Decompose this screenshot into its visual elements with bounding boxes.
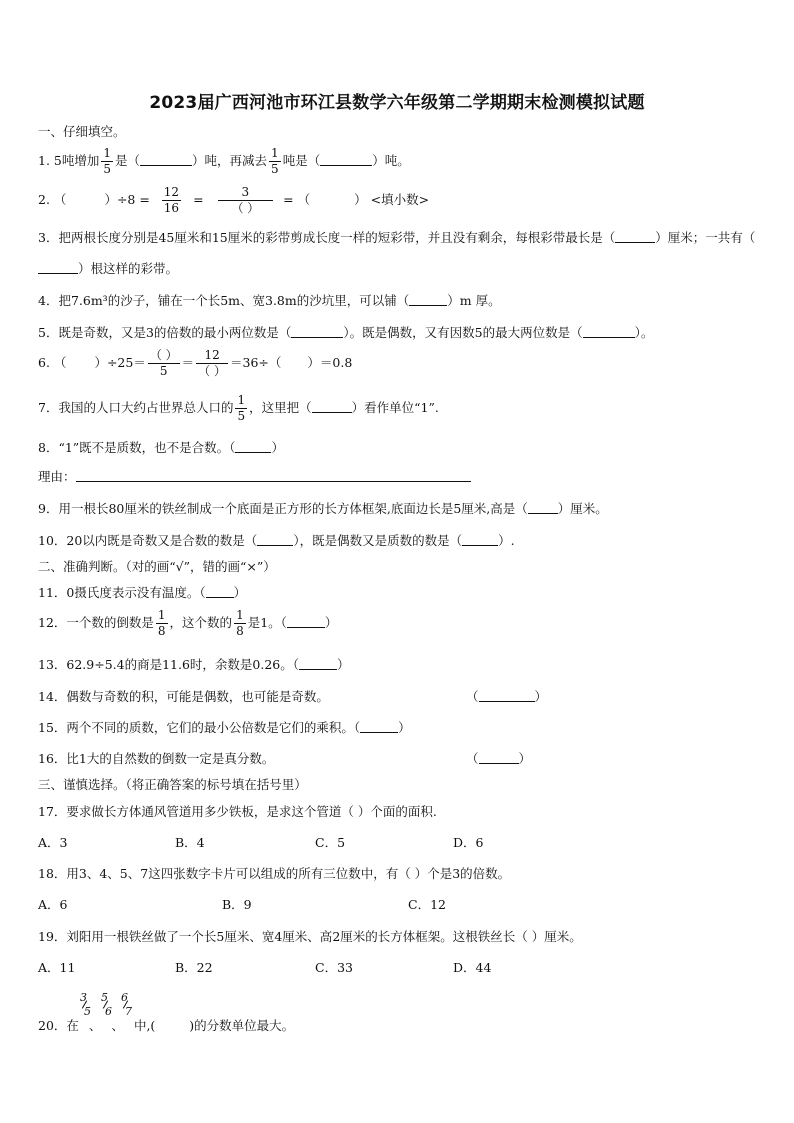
answer-blank[interactable] bbox=[312, 400, 352, 413]
question-19: 19．刘阳用一根铁丝做了一个长5厘米、宽4厘米、高2厘米的长方体框架。这根铁丝长（ ）厘米。 bbox=[38, 929, 582, 944]
answer-blank[interactable] bbox=[38, 261, 78, 274]
question-2: 2. （ ）÷8 = $\frac{12}{16}$ = $\frac{3}{( )}$ = （ ） <填小数> bbox=[38, 185, 430, 215]
option-a[interactable]: A．6 bbox=[38, 897, 68, 912]
question-14: 14．偶数与奇数的积，可能是偶数，也可能是奇数。 （ ） bbox=[38, 689, 548, 704]
answer-blank[interactable] bbox=[583, 325, 635, 338]
option-b[interactable]: B．4 bbox=[175, 835, 205, 850]
option-a[interactable]: A．11 bbox=[38, 960, 76, 975]
option-c[interactable]: C．5 bbox=[315, 835, 346, 850]
answer-blank[interactable] bbox=[528, 501, 558, 514]
option-c[interactable]: C．33 bbox=[315, 960, 353, 975]
option-c[interactable]: C．12 bbox=[408, 897, 446, 912]
reason-blank[interactable] bbox=[76, 469, 471, 482]
answer-blank[interactable] bbox=[360, 720, 398, 733]
option-b[interactable]: B．22 bbox=[175, 960, 213, 975]
question-12: 12．一个数的倒数是 $\frac{1}{8}$ ，这个数的 $\frac{1}{8}$ 是1。（ ） bbox=[38, 608, 338, 638]
answer-blank[interactable] bbox=[409, 293, 447, 306]
answer-blank[interactable] bbox=[291, 325, 343, 338]
section-heading-2: 二、准确判断。（对的画“√”，错的画“×”） bbox=[38, 559, 276, 574]
question-7: 7．我国的人口大约占世界总人口的 $\frac{1}{5}$ ，这里把（ ）看作单位“1”. bbox=[38, 393, 439, 423]
question-8: 8．“1”既不是质数，也不是合数。（ ） bbox=[38, 440, 284, 455]
fraction: $\frac{12}{( )}$ bbox=[198, 348, 226, 378]
question-16: 16．比1大的自然数的倒数一定是真分数。 （ ） bbox=[38, 751, 532, 766]
fraction: $\frac{( )}{5}$ bbox=[149, 348, 178, 378]
fraction: $\frac{1}{8}$ bbox=[236, 608, 244, 638]
fraction-6-7: 6 7 bbox=[121, 991, 132, 1018]
answer-blank[interactable] bbox=[287, 615, 325, 628]
fraction: $\frac{12}{16}$ bbox=[163, 185, 180, 215]
answer-blank[interactable] bbox=[479, 689, 535, 702]
fraction: $\frac{1}{8}$ bbox=[157, 608, 166, 638]
question-5: 5．既是奇数，又是3的倍数的最小两位数是（ ）。既是偶数，又有因数5的最大两位数是（ ）。 bbox=[38, 325, 654, 340]
answer-blank[interactable] bbox=[235, 440, 271, 453]
option-d[interactable]: D．6 bbox=[453, 835, 484, 850]
answer-blank[interactable] bbox=[140, 153, 192, 166]
answer-blank[interactable] bbox=[462, 533, 498, 546]
section-heading-1: 一、仔细填空。 bbox=[38, 124, 126, 139]
fraction-5-6: 5 6 bbox=[101, 991, 112, 1018]
question-15: 15．两个不同的质数，它们的最小公倍数是它们的乘积。（ ） bbox=[38, 720, 411, 735]
option-d[interactable]: D．44 bbox=[453, 960, 492, 975]
fraction: $\frac{1}{5}$ bbox=[237, 393, 246, 423]
question-10: 10．20以内既是奇数又是合数的数是（ ），既是偶数又是质数的数是（ ）. bbox=[38, 533, 515, 548]
question-11: 11．0摄氏度表示没有温度。（ ） bbox=[38, 585, 247, 600]
question-13: 13．62.9÷5.4的商是11.6时，余数是0.26。（ ） bbox=[38, 657, 350, 672]
question-4: 4．把7.6m³的沙子，铺在一个长5m、宽3.8m的沙坑里，可以铺（ ）m 厚。 bbox=[38, 293, 501, 308]
reason-line: 理由： bbox=[38, 467, 471, 485]
question-9: 9．用一根长80厘米的铁丝制成一个底面是正方形的长方体框架,底面边长是5厘米,高是（ ）厘米。 bbox=[38, 501, 608, 516]
page-title: 2023届广西河池市环江县数学六年级第二学期期末检测模拟试题 bbox=[149, 93, 645, 113]
answer-blank[interactable] bbox=[299, 657, 337, 670]
question-20: 20．在 、 、 中,( )的分数单位最大。 bbox=[38, 1018, 295, 1033]
question-1: 1. 5吨增加 $\frac{1}{5}$ 是（ ）吨，再减去 $\frac{1}{5}$ 吨是（ ）吨。 bbox=[38, 146, 410, 176]
answer-blank[interactable] bbox=[257, 533, 293, 546]
option-b[interactable]: B．9 bbox=[222, 897, 252, 912]
fraction: $\frac{1}{5}$ bbox=[103, 146, 112, 176]
answer-blank[interactable] bbox=[206, 585, 234, 598]
answer-blank[interactable] bbox=[615, 230, 655, 243]
question-3: 3．把两根长度分别是45厘米和15厘米的彩带剪成长度一样的短彩带，并且没有剩余，每根彩带最长是（ ）厘米；一共有（）根这样的彩带。 bbox=[38, 230, 756, 276]
question-18: 18．用3、4、5、7这四张数字卡片可以组成的所有三位数中，有（ ）个是3的倍数。 bbox=[38, 866, 511, 881]
section-heading-3: 三、谨慎选择。（将正确答案的标号填在括号里） bbox=[38, 777, 307, 792]
fraction-3-5: 3 5 bbox=[80, 991, 91, 1018]
fraction: $\frac{1}{5}$ bbox=[271, 146, 279, 176]
answer-blank[interactable] bbox=[479, 751, 519, 764]
option-a[interactable]: A．3 bbox=[38, 835, 68, 850]
question-17: 17．要求做长方体通风管道用多少铁板，是求这个管道（ ）个面的面积. bbox=[38, 804, 437, 819]
question-6: 6. （ ）÷25＝ $\frac{( )}{5}$ ＝ $\frac{12}{( )}$ ＝36÷（ ）＝0.8 bbox=[38, 348, 353, 378]
answer-blank[interactable] bbox=[320, 153, 372, 166]
fraction: $\frac{3}{( )}$ bbox=[218, 185, 274, 216]
